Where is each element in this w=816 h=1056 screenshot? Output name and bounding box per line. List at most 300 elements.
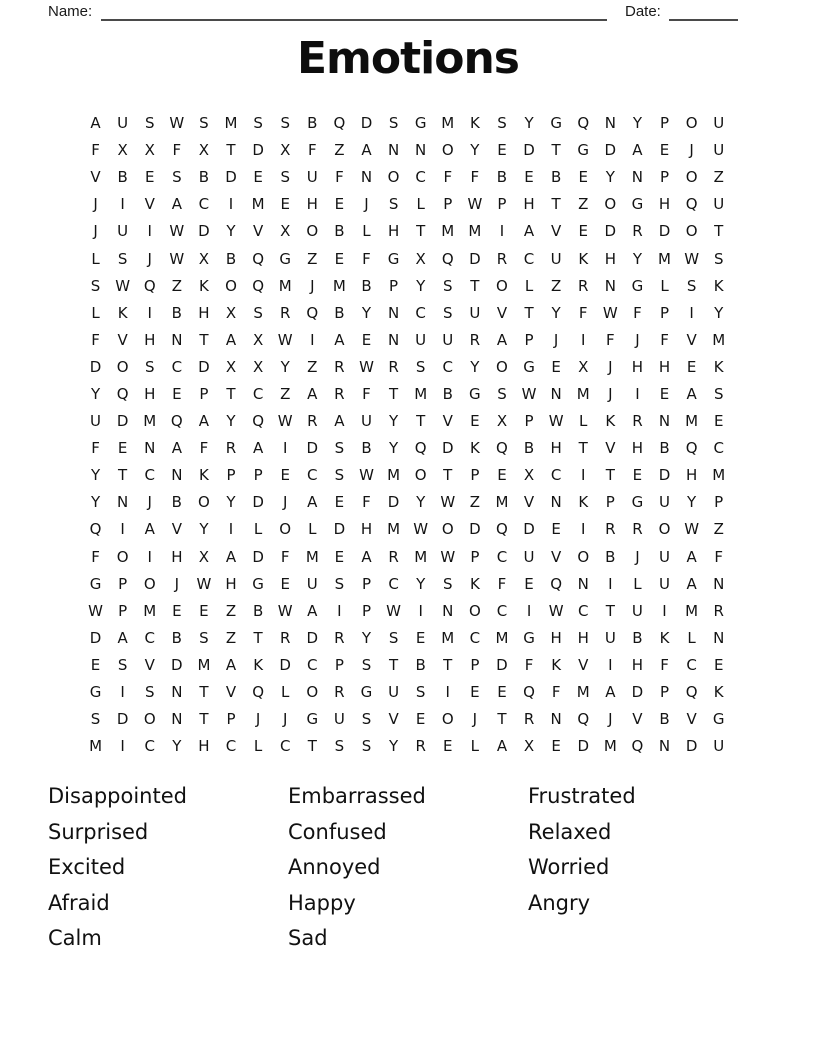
grid-letter: P bbox=[659, 168, 670, 187]
grid-letter: S bbox=[443, 574, 453, 593]
grid-letter: M bbox=[143, 601, 157, 620]
grid-letter: O bbox=[577, 547, 590, 566]
grid-letter: A bbox=[198, 412, 210, 431]
grid-letter: V bbox=[171, 520, 182, 539]
grid-letter: G bbox=[631, 276, 644, 295]
grid-letter: S bbox=[361, 655, 372, 674]
grid-letter: U bbox=[713, 737, 725, 756]
grid-letter: J bbox=[255, 710, 261, 729]
grid-letter: E bbox=[172, 384, 182, 403]
grid-letter: R bbox=[307, 412, 318, 431]
grid-letter: O bbox=[496, 357, 508, 376]
grid-letter: E bbox=[713, 412, 724, 431]
grid-letter: F bbox=[362, 384, 371, 403]
grid-letter: M bbox=[387, 520, 401, 539]
grid-letter: V bbox=[551, 547, 562, 566]
grid-letter: Y bbox=[90, 384, 101, 403]
grid-letter: N bbox=[604, 114, 616, 133]
grid-letter: B bbox=[605, 547, 616, 566]
grid-letter: S bbox=[497, 114, 507, 133]
grid-letter: T bbox=[199, 683, 209, 702]
grid-letter: E bbox=[117, 439, 128, 458]
grid-letter: B bbox=[659, 439, 670, 458]
grid-letter: I bbox=[120, 683, 125, 702]
grid-letter: I bbox=[581, 466, 586, 485]
grid-letter: I bbox=[120, 520, 125, 539]
grid-letter: C bbox=[144, 466, 155, 485]
grid-letter: O bbox=[441, 710, 454, 729]
grid-letter: D bbox=[306, 439, 319, 458]
grid-letter: Y bbox=[226, 493, 236, 512]
grid-letter: Y bbox=[388, 439, 399, 458]
grid-letter: U bbox=[604, 628, 616, 647]
grid-letter: W bbox=[548, 412, 564, 431]
grid-letter: G bbox=[631, 195, 644, 214]
word-list-column-1 bbox=[48, 779, 187, 957]
word-item: Confused bbox=[288, 819, 387, 844]
grid-letter: H bbox=[171, 547, 183, 566]
grid-letter: O bbox=[143, 574, 156, 593]
grid-letter: E bbox=[551, 520, 561, 539]
grid-letter: C bbox=[171, 357, 183, 376]
grid-letter: W bbox=[386, 601, 401, 620]
grid-letter: Q bbox=[631, 737, 644, 756]
grid-letter: R bbox=[388, 547, 399, 566]
grid-letter: U bbox=[659, 493, 670, 512]
grid-letter: U bbox=[306, 574, 318, 593]
grid-letter: O bbox=[306, 683, 319, 702]
grid-letter: W bbox=[359, 357, 374, 376]
grid-letter: W bbox=[548, 601, 564, 620]
grid-letter: T bbox=[524, 303, 534, 322]
grid-letter: N bbox=[658, 737, 671, 756]
grid-letter: S bbox=[686, 276, 697, 295]
grid-letter: D bbox=[577, 737, 590, 756]
grid-letter: F bbox=[443, 168, 453, 187]
grid-letter: N bbox=[387, 330, 400, 349]
grid-letter: B bbox=[171, 628, 182, 647]
grid-letter: K bbox=[253, 655, 264, 674]
grid-letter: P bbox=[226, 466, 236, 485]
grid-letter: P bbox=[605, 493, 615, 512]
grid-letter: C bbox=[686, 655, 697, 674]
grid-letter: V bbox=[90, 168, 101, 187]
word-item: Sad bbox=[288, 926, 328, 951]
grid-letter: V bbox=[496, 303, 508, 322]
grid-letter: R bbox=[334, 683, 345, 702]
grid-letter: C bbox=[469, 628, 481, 647]
grid-letter: J bbox=[608, 384, 613, 403]
grid-letter: X bbox=[198, 249, 210, 268]
grid-letter: M bbox=[685, 412, 699, 431]
grid-letter: B bbox=[171, 303, 182, 322]
grid-letter: X bbox=[523, 737, 535, 756]
grid-letter: X bbox=[578, 357, 589, 376]
grid-letter: B bbox=[198, 168, 210, 187]
grid-letter: K bbox=[551, 655, 562, 674]
grid-letter: Y bbox=[416, 276, 426, 295]
grid-letter: D bbox=[116, 710, 129, 729]
grid-letter: M bbox=[414, 384, 428, 403]
grid-letter: K bbox=[659, 628, 670, 647]
word-item: Annoyed bbox=[288, 855, 381, 880]
grid-letter: A bbox=[632, 141, 643, 160]
grid-letter: A bbox=[334, 412, 345, 431]
grid-letter: B bbox=[659, 710, 670, 729]
grid-letter: N bbox=[144, 439, 156, 458]
grid-letter: Y bbox=[416, 574, 426, 593]
grid-letter: I bbox=[689, 303, 694, 322]
grid-letter: K bbox=[578, 249, 589, 268]
grid-letter: X bbox=[280, 222, 291, 241]
grid-letter: L bbox=[633, 574, 642, 593]
grid-letter: O bbox=[225, 276, 237, 295]
grid-letter: O bbox=[198, 493, 210, 512]
grid-letter: Y bbox=[632, 114, 642, 133]
grid-letter: E bbox=[415, 710, 426, 729]
grid-letter: T bbox=[578, 439, 588, 458]
grid-letter: J bbox=[635, 547, 640, 566]
grid-letter: W bbox=[115, 276, 131, 295]
grid-letter: N bbox=[171, 330, 183, 349]
grid-letter: H bbox=[360, 520, 373, 539]
grid-letter: V bbox=[523, 493, 535, 512]
grid-letter: U bbox=[388, 683, 400, 702]
grid-letter: Z bbox=[551, 276, 562, 295]
grid-letter: K bbox=[117, 303, 128, 322]
grid-letter: H bbox=[144, 384, 156, 403]
grid-letter: Q bbox=[252, 249, 265, 268]
grid-letter: S bbox=[117, 249, 128, 268]
grid-letter: U bbox=[713, 141, 725, 160]
grid-letter: P bbox=[226, 710, 236, 729]
grid-letter: N bbox=[604, 276, 616, 295]
grid-letter: Y bbox=[605, 168, 615, 187]
grid-letter: U bbox=[306, 168, 318, 187]
grid-letter: P bbox=[361, 601, 371, 620]
grid-letter: R bbox=[279, 628, 291, 647]
word-list-column-3 bbox=[528, 779, 636, 921]
grid-letter: W bbox=[440, 493, 456, 512]
grid-letter: S bbox=[388, 195, 399, 214]
grid-letter: C bbox=[577, 601, 589, 620]
grid-letter: K bbox=[469, 574, 480, 593]
grid-letter: L bbox=[91, 249, 100, 268]
grid-letter: Q bbox=[441, 249, 454, 268]
grid-letter: W bbox=[196, 574, 212, 593]
grid-letter: I bbox=[445, 683, 450, 702]
grid-letter: E bbox=[361, 330, 372, 349]
grid-letter: Y bbox=[361, 303, 372, 322]
grid-letter: F bbox=[91, 330, 100, 349]
grid-letter: D bbox=[496, 655, 508, 674]
grid-letter: V bbox=[144, 195, 155, 214]
word-item: Worried bbox=[528, 855, 610, 880]
grid-letter: A bbox=[225, 547, 237, 566]
grid-letter: A bbox=[307, 493, 318, 512]
grid-letter: X bbox=[252, 330, 264, 349]
grid-letter: A bbox=[686, 547, 697, 566]
grid-letter: S bbox=[388, 114, 399, 133]
grid-letter: B bbox=[225, 249, 237, 268]
grid-letter: E bbox=[443, 737, 453, 756]
grid-letter: U bbox=[713, 195, 725, 214]
grid-letter: E bbox=[551, 357, 561, 376]
grid-letter: D bbox=[685, 737, 698, 756]
grid-letter: H bbox=[225, 574, 237, 593]
grid-letter: B bbox=[523, 439, 535, 458]
grid-letter: O bbox=[279, 520, 292, 539]
grid-letter: D bbox=[89, 357, 102, 376]
grid-letter: F bbox=[335, 168, 344, 187]
grid-letter: T bbox=[199, 330, 209, 349]
grid-letter: G bbox=[89, 683, 102, 702]
grid-letter: X bbox=[415, 249, 426, 268]
grid-letter: A bbox=[361, 141, 372, 160]
grid-letter: I bbox=[147, 547, 152, 566]
grid-letter: T bbox=[443, 655, 453, 674]
grid-letter: H bbox=[577, 628, 589, 647]
grid-letter: V bbox=[578, 655, 589, 674]
grid-letter: N bbox=[415, 141, 427, 160]
grid-letter: L bbox=[470, 737, 480, 756]
grid-letter: H bbox=[144, 330, 156, 349]
grid-letter: X bbox=[198, 547, 210, 566]
grid-letter: W bbox=[440, 547, 456, 566]
grid-letter: C bbox=[388, 574, 399, 593]
grid-letter: I bbox=[418, 601, 423, 620]
grid-letter: D bbox=[171, 655, 183, 674]
grid-letter: O bbox=[685, 168, 698, 187]
grid-letter: U bbox=[415, 330, 427, 349]
grid-letter: H bbox=[658, 357, 671, 376]
grid-letter: C bbox=[713, 439, 724, 458]
grid-letter: V bbox=[225, 683, 237, 702]
grid-letter: D bbox=[523, 520, 535, 539]
grid-letter: H bbox=[550, 628, 562, 647]
grid-letter: M bbox=[576, 683, 590, 702]
grid-letter: U bbox=[469, 303, 481, 322]
grid-letter: G bbox=[577, 141, 590, 160]
grid-letter: M bbox=[712, 330, 726, 349]
grid-letter: S bbox=[90, 276, 101, 295]
grid-letter: A bbox=[171, 439, 182, 458]
grid-letter: G bbox=[523, 357, 535, 376]
grid-letter: E bbox=[659, 141, 670, 160]
grid-letter: U bbox=[523, 547, 535, 566]
grid-letter: Y bbox=[226, 222, 236, 241]
grid-letter: G bbox=[252, 574, 264, 593]
grid-letter: N bbox=[550, 384, 562, 403]
word-item: Afraid bbox=[48, 890, 110, 915]
grid-letter: B bbox=[361, 276, 372, 295]
grid-letter: E bbox=[551, 737, 561, 756]
grid-letter: N bbox=[550, 710, 562, 729]
grid-letter: Y bbox=[361, 628, 372, 647]
word-item: Disappointed bbox=[48, 784, 187, 808]
grid-letter: W bbox=[521, 384, 537, 403]
grid-letter: O bbox=[143, 710, 156, 729]
grid-letter: Z bbox=[225, 601, 237, 620]
grid-letter: Y bbox=[632, 249, 642, 268]
grid-letter: M bbox=[143, 412, 157, 431]
grid-letter: I bbox=[310, 330, 315, 349]
grid-letter: A bbox=[225, 655, 237, 674]
grid-letter: S bbox=[144, 357, 155, 376]
grid-letter: D bbox=[252, 547, 264, 566]
grid-letter: E bbox=[280, 195, 290, 214]
grid-letter: O bbox=[604, 195, 617, 214]
grid-letter: O bbox=[441, 520, 454, 539]
grid-letter: J bbox=[147, 493, 152, 512]
grid-letter: M bbox=[495, 628, 509, 647]
grid-letter: T bbox=[605, 601, 615, 620]
grid-letter: D bbox=[469, 520, 481, 539]
grid-letter: M bbox=[89, 737, 103, 756]
grid-letter: G bbox=[387, 249, 400, 268]
grid-letter: F bbox=[470, 168, 480, 187]
grid-letter: A bbox=[686, 384, 697, 403]
grid-letter: T bbox=[226, 141, 236, 160]
grid-letter: E bbox=[172, 601, 182, 620]
grid-letter: H bbox=[631, 357, 644, 376]
grid-letter: F bbox=[633, 303, 642, 322]
grid-letter: F bbox=[91, 547, 100, 566]
grid-letter: S bbox=[280, 114, 290, 133]
grid-letter: R bbox=[279, 303, 291, 322]
grid-letter: E bbox=[686, 357, 697, 376]
grid-letter: E bbox=[334, 547, 345, 566]
grid-letter: B bbox=[415, 655, 426, 674]
grid-letter: B bbox=[252, 601, 264, 620]
grid-letter: W bbox=[467, 195, 483, 214]
grid-letter: B bbox=[550, 168, 562, 187]
grid-letter: L bbox=[281, 683, 290, 702]
grid-letter: T bbox=[388, 655, 399, 674]
grid-letter: C bbox=[279, 737, 291, 756]
grid-letter: J bbox=[147, 249, 152, 268]
grid-letter: G bbox=[414, 114, 427, 133]
grid-letter: P bbox=[389, 276, 399, 295]
grid-letter: Q bbox=[333, 114, 346, 133]
grid-letter: C bbox=[144, 737, 155, 756]
grid-letter: T bbox=[416, 412, 426, 431]
grid-letter: J bbox=[608, 357, 613, 376]
grid-letter: N bbox=[387, 141, 400, 160]
grid-letter: Q bbox=[252, 683, 265, 702]
grid-letter: W bbox=[277, 601, 293, 620]
grid-letter: A bbox=[144, 520, 155, 539]
grid-letter: F bbox=[362, 249, 371, 268]
grid-letter: G bbox=[469, 384, 481, 403]
grid-letter: H bbox=[631, 655, 644, 674]
grid-letter: I bbox=[228, 520, 234, 539]
grid-letter: S bbox=[117, 655, 128, 674]
grid-letter: S bbox=[388, 628, 399, 647]
grid-letter: L bbox=[524, 276, 534, 295]
grid-letter: P bbox=[199, 384, 209, 403]
name-blank-line bbox=[101, 2, 607, 21]
grid-letter: E bbox=[497, 466, 507, 485]
grid-letter: T bbox=[714, 222, 724, 241]
grid-letter: I bbox=[337, 601, 342, 620]
grid-letter: C bbox=[225, 737, 237, 756]
grid-letter: N bbox=[442, 601, 454, 620]
grid-letter: Z bbox=[171, 276, 182, 295]
grid-letter: N bbox=[360, 168, 373, 187]
grid-letter: M bbox=[685, 601, 699, 620]
grid-letter: A bbox=[307, 384, 318, 403]
grid-letter: H bbox=[387, 222, 400, 241]
grid-letter: Z bbox=[713, 520, 724, 539]
date-blank-line bbox=[669, 2, 738, 21]
grid-letter: W bbox=[602, 303, 618, 322]
grid-letter: J bbox=[635, 330, 640, 349]
grid-letter: V bbox=[117, 330, 128, 349]
grid-letter: U bbox=[659, 574, 670, 593]
grid-letter: X bbox=[523, 466, 535, 485]
grid-letter: F bbox=[551, 683, 561, 702]
grid-letter: W bbox=[169, 249, 185, 268]
grid-letter: K bbox=[713, 276, 724, 295]
grid-letter: D bbox=[658, 222, 671, 241]
grid-letter: H bbox=[604, 249, 616, 268]
grid-letter: X bbox=[144, 141, 155, 160]
grid-letter: L bbox=[362, 222, 371, 241]
grid-letter: R bbox=[632, 222, 643, 241]
grid-letter: K bbox=[713, 357, 724, 376]
grid-letter: U bbox=[713, 114, 725, 133]
grid-letter: S bbox=[443, 303, 453, 322]
word-list-column-2 bbox=[288, 779, 426, 957]
grid-letter: W bbox=[684, 249, 700, 268]
grid-letter: S bbox=[144, 114, 155, 133]
grid-letter: S bbox=[361, 737, 372, 756]
grid-letter: T bbox=[443, 466, 453, 485]
grid-letter: I bbox=[635, 384, 640, 403]
grid-letter: M bbox=[495, 493, 509, 512]
grid-letter: Y bbox=[90, 466, 101, 485]
grid-letter: T bbox=[551, 195, 561, 214]
grid-letter: N bbox=[387, 303, 400, 322]
grid-letter: Y bbox=[714, 303, 724, 322]
grid-letter: I bbox=[147, 303, 152, 322]
grid-letter: S bbox=[415, 683, 426, 702]
grid-letter: P bbox=[118, 601, 128, 620]
grid-letter: V bbox=[605, 439, 616, 458]
grid-letter: B bbox=[307, 114, 318, 133]
grid-letter: E bbox=[334, 249, 345, 268]
grid-letter: I bbox=[147, 222, 152, 241]
grid-letter: Y bbox=[687, 493, 697, 512]
grid-letter: N bbox=[658, 412, 671, 431]
grid-letter: D bbox=[387, 493, 400, 512]
grid-letter: U bbox=[333, 710, 345, 729]
grid-letter: S bbox=[497, 384, 507, 403]
grid-letter: B bbox=[334, 303, 345, 322]
grid-letter: R bbox=[388, 357, 399, 376]
grid-letter: T bbox=[551, 141, 561, 160]
grid-letter: F bbox=[606, 330, 615, 349]
grid-letter: V bbox=[252, 222, 264, 241]
grid-letter: N bbox=[577, 574, 589, 593]
grid-letter: X bbox=[280, 141, 291, 160]
grid-letter: K bbox=[469, 114, 480, 133]
grid-letter: P bbox=[659, 114, 670, 133]
grid-letter: S bbox=[144, 683, 155, 702]
grid-letter: K bbox=[199, 276, 209, 295]
grid-letter: P bbox=[470, 547, 480, 566]
